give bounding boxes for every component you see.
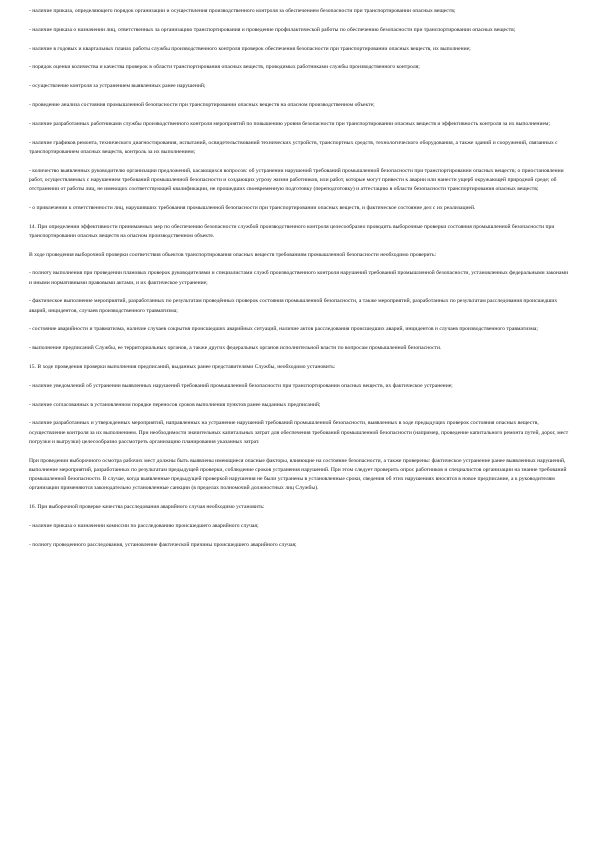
- paragraph-20: - наличие разработанных и утвержденных мероприятий, направленных на устранение нарушений требований промышленной безопасности, выявленных в ходе предыдущих проверок состояния опасных веществ, осуществление контроля за их выполнением. При необходимости значительных капитальных затрат для обеспечения требований промышленной безопасности (например, проведение капитального ремонта путей, дорог, мест погрузки и выгрузки) целесообразно рассмотреть организацию планирования указанных затрат.: [29, 420, 569, 445]
- paragraph-13: - полноту выполнения при проведении плановых проверок руководителями и специалистами служб производственного контроля нарушений требований промышленной безопасности, установленных федеральными законами и иными нормативными правовыми актами, и их фактическое устранение;: [29, 270, 569, 286]
- paragraph-10: - о привлечении к ответственности лиц, нарушивших требования промышленной безопасности при транспортировании опасных веществ, и фактическое состояние дел с их реализацией.: [29, 204, 476, 211]
- paragraph-23: - наличие приказа о назначении комиссии по расследованию происшедшего аварийного случая;: [29, 522, 259, 529]
- paragraph-14: - фактическое выполнение мероприятий, разработанных по результатам проведённых проверок состояния промышленной безопасности, а также мероприятий, разработанных по результатам расследования происшедших аварий, инцидентов, случаев производственного травматизма;: [29, 298, 558, 314]
- paragraph-16: - выполнение предписаний Службы, ее территориальных органов, а также других федеральных органов исполнительной власти по вопросам промышленной безопасности.: [29, 345, 442, 352]
- paragraph-6: - проведение анализа состояния промышленной безопасности при транспортировании опасных веществ на опасном производственном объекте;: [29, 101, 375, 108]
- paragraph-22: 16. При выборочной проверке качества расследования аварийного случая необходимо установить:: [29, 503, 265, 510]
- paragraph-7: - наличие разработанных работниками службы производственного контроля мероприятий по повышению уровня безопасности при транспортировании опасных веществ и эффективность контроля за их выполнением;: [29, 120, 551, 127]
- paragraph-15: - состояние аварийности и травматизма, наличие случаев сокрытия происшедших аварийных ситуаций, наличие актов расследования происшедших аварий, инцидентов и случаев производственного травматизма;: [29, 326, 538, 333]
- paragraph-17: 15. В ходе проведения проверки выполнения предписаний, выданных ранее представителями Службы, необходимо установить:: [29, 363, 336, 370]
- paragraph-1: - наличие приказа, определяющего порядок организации и осуществления производственного контроля за обеспечением безопасности при транспортировании опасных веществ;: [29, 8, 456, 14]
- paragraph-9: - количество выявленных руководителю организации предложений, касающихся вопросов: об устранении нарушений требований промышленной безопасности при транспортировании опасных веществ; о приостановлении работ, осуществляемых с нарушением требований промышленной безопасности и создающих угрозу жизни работников, или работ, которые могут привести к аварии или нанести ущерб окружающей природной среде; об отстранении от работы лиц, не имеющих соответствующей квалификации, не прошедших своевременную подготовку (переподготовку) и аттестацию в области безопасности транспортирования опасных веществ;: [29, 167, 564, 192]
- paragraph-3: - наличие в годовых и квартальных планах работы службы производственного контроля проверок обеспечения безопасности при транспортировании опасных веществ, их выполнение;: [29, 45, 471, 52]
- paragraph-5: - осуществление контроля за устранением выявленных ранее нарушений;: [29, 83, 206, 90]
- paragraph-24: - полноту проведенного расследования, установление фактической причины происшедшего аварийного случая;: [29, 541, 297, 548]
- paragraph-18: - наличие уведомлений об устранении выявленных нарушений требований промышленной безопасности при транспортировании опасных веществ, их фактическое устранение;: [29, 382, 453, 389]
- paragraph-21: При проведении выборочного осмотра рабочих мест должны быть выявлены имеющиеся опасные факторы, влияющие на состояние безопасности, а также проверены: фактическое устранение ранее выявленных нарушений, выполнение мероприятий, разработанных по результатам предыдущей проверки, соблюдение сроков устранения нарушений. При этом следует проверить опрос работников и специалистов организации на знание требований промышленной безопасности. В случае, когда выявленные предыдущей проверкой нарушения не были устранены в установленные сроки, сведения об этих нарушениях вносятся в новое предписание, а к руководителям организации применяются законодательно установленные санкции (в пределах полномочий должностных лиц Службы).: [29, 457, 567, 492]
- paragraph-11: 14. При определении эффективности принимаемых мер по обеспечению безопасности службой производственного контроля целесообразно проводить выборочные проверки состояния промышленной безопасности при транспортировании опасных веществ на опасном производственном объекте.: [29, 223, 555, 239]
- paragraph-12: В ходе проведения выборочной проверки соответствия объектов транспортирования опасных веществ требованиям промышленной безопасности необходимо проверить:: [29, 251, 437, 258]
- paragraph-2: - наличие приказа о назначении лиц, ответственных за организацию транспортирования и проведение профилактической работы по обеспечению безопасности при транспортировании опасных веществ;: [29, 26, 516, 33]
- paragraph-19: - наличие согласованных в установленном порядке переносов сроков выполнения пунктов ранее выданных предписаний;: [29, 401, 321, 408]
- paragraph-4: - порядок оценки количества и качества проверок в области транспортирования опасных веществ, проводимых работниками службы производственного контроля;: [29, 64, 420, 71]
- paragraph-8: - наличие графиков ремонта, технического диагностирования, испытаний, освидетельствований технических устройств, транспортных средств, технологического оборудования, а также зданий и сооружений, связанных с транспортированием опасных веществ, контроль за их выполнением;: [29, 139, 558, 155]
